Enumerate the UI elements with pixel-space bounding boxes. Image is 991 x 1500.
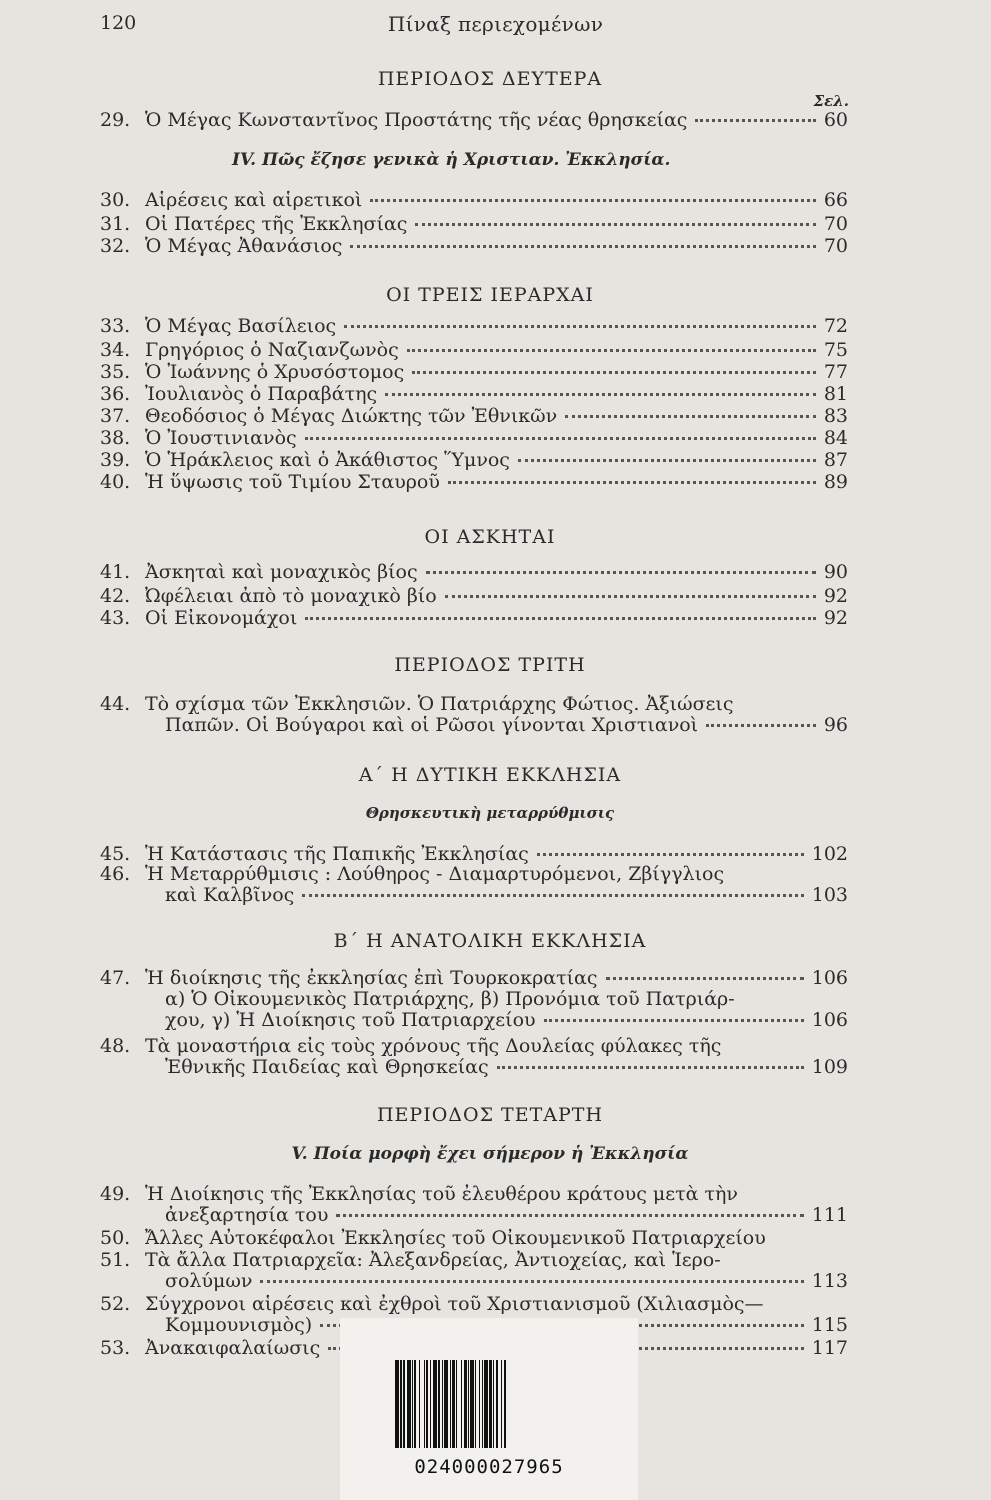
barcode-bars	[395, 1360, 591, 1448]
page-number: 120	[100, 12, 137, 34]
toc-entry: 44. Τὸ σχίσμα τῶν Ἐκκλησιῶν. Ὁ Πατριάρχης Φώτιος. Ἀξιώσεις Παπῶν. Οἱ Βούγαροι καὶ οἱ Ρῶσοι γίνονται Χριστιανοὶ 96	[100, 693, 848, 736]
toc-entry: 36. Ἰουλιανὸς ὁ Παραβάτης 81	[100, 383, 848, 405]
toc-entry: 38. Ὁ Ἰουστινιανὸς 84	[100, 427, 848, 449]
toc-entry: 30. Αἱρέσεις καὶ αἱρετικοὶ 66	[100, 189, 848, 211]
section-subheading: V. Ποία μορφὴ ἔχει σήμερον ἡ Ἐκκλησία	[291, 1144, 689, 1164]
toc-entry: 46. Ἡ Μεταρρύθμισις : Λούθηρος - Διαμαρτυρόμενοι, Ζβίγγλιος καὶ Καλβῖνος 103	[100, 863, 848, 906]
toc-entry: 43. Οἱ Εἰκονομάχοι 92	[100, 607, 848, 629]
barcode-label	[340, 1318, 638, 1500]
toc-entry: 48. Τὰ μοναστήρια εἰς τοὺς χρόνους τῆς Δουλείας φύλακες τῆς Ἐθνικῆς Παιδείας καὶ Θρησκείας 109	[100, 1035, 848, 1078]
toc-entry: 47. Ἡ διοίκησις τῆς ἐκκλησίας ἐπὶ Τουρκοκρατίας 106 α) Ὁ Οἰκουμενικὸς Πατριάρχης, β) Προνόμια τοῦ Πατριάρ- χου, γ) Ἡ Διοίκησις τοῦ Πατριαρχείου 106	[100, 967, 848, 1031]
toc-entry: 35. Ὁ Ἰωάννης ὁ Χρυσόστομος 77	[100, 361, 848, 383]
toc-entry: 49. Ἡ Διοίκησις τῆς Ἐκκλησίας τοῦ ἐλευθέρου κράτους μετὰ τὴν ἀνεξαρτησία του 111	[100, 1183, 848, 1226]
barcode-digits: 024000027965	[414, 1456, 564, 1478]
toc-entry: 31. Οἱ Πατέρες τῆς Ἐκκλησίας 70	[100, 213, 848, 235]
section-heading: Α΄ Η ΔΥΤΙΚΗ ΕΚΚΛΗΣΙΑ	[358, 764, 622, 786]
section-heading: ΠΕΡΙΟΔΟΣ ΤΕΤΑΡΤΗ	[376, 1104, 604, 1126]
toc-entry: 33. Ὁ Μέγας Βασίλειος 72	[100, 315, 848, 337]
page-column-label: Σελ.	[813, 92, 849, 110]
toc-entry: 32. Ὁ Μέγας Ἀθανάσιος 70	[100, 235, 848, 257]
section-heading: ΟΙ ΤΡΕΙΣ ΙΕΡΑΡΧΑΙ	[386, 284, 594, 306]
toc-entry: 45. Ἡ Κατάστασις τῆς Παπικῆς Ἐκκλησίας 102	[100, 843, 848, 865]
toc-entry: 53. Ἀνακαιφαλαίωσις 117	[100, 1337, 848, 1359]
toc-entry: 51. Τὰ ἄλλα Πατριαρχεῖα: Ἀλεξανδρείας, Ἀντιοχείας, καὶ Ἱερο- σολύμων 113	[100, 1249, 848, 1292]
running-head: Πίναξ περιεχομένων	[387, 12, 604, 36]
section-subheading: Θρησκευτικὴ μεταρρύθμισις	[365, 804, 615, 822]
toc-entry: 34. Γρηγόριος ὁ Ναζιανζωνὸς 75	[100, 339, 848, 361]
toc-entry: 39. Ὁ Ἡράκλειος καὶ ὁ Ἀκάθιστος Ὕμνος 87	[100, 449, 848, 471]
section-heading: ΠΕΡΙΟΔΟΣ ΔΕΥΤΕΡΑ	[377, 68, 603, 90]
toc-entry: 52. Σύγχρονοι αἱρέσεις καὶ ἐχθροὶ τοῦ Χριστιανισμοῦ (Χιλιασμὸς— Κομμουνισμὸς) 115	[100, 1293, 848, 1336]
toc-entry: 40. Ἡ ὕψωσις τοῦ Τιμίου Σταυροῦ 89	[100, 471, 848, 493]
section-heading: ΠΕΡΙΟΔΟΣ ΤΡΙΤΗ	[394, 654, 586, 676]
section-heading: Β΄ Η ΑΝΑΤΟΛΙΚΗ ΕΚΚΛΗΣΙΑ	[333, 930, 647, 952]
section-subheading: IV. Πῶς ἔζησε γενικὰ ἡ Χριστιαν. Ἐκκλησία.	[232, 150, 671, 170]
toc-entry: 41. Ἀσκηταὶ καὶ μοναχικὸς βίος 90	[100, 561, 848, 583]
section-heading: ΟΙ ΑΣΚΗΤΑΙ	[424, 526, 556, 548]
toc-entry: 29. Ὁ Μέγας Κωνσταντῖνος Προστάτης τῆς νέας θρησκείας 60	[100, 109, 848, 131]
toc-entry: 42. Ὠφέλειαι ἀπὸ τὸ μοναχικὸ βίο 92	[100, 585, 848, 607]
toc-entry: 50. Ἄλλες Αὐτοκέφαλοι Ἐκκλησίες τοῦ Οἰκουμενικοῦ Πατριαρχείου	[100, 1227, 766, 1249]
toc-entry: 37. Θεοδόσιος ὁ Μέγας Διώκτης τῶν Ἐθνικῶν 83	[100, 405, 848, 427]
